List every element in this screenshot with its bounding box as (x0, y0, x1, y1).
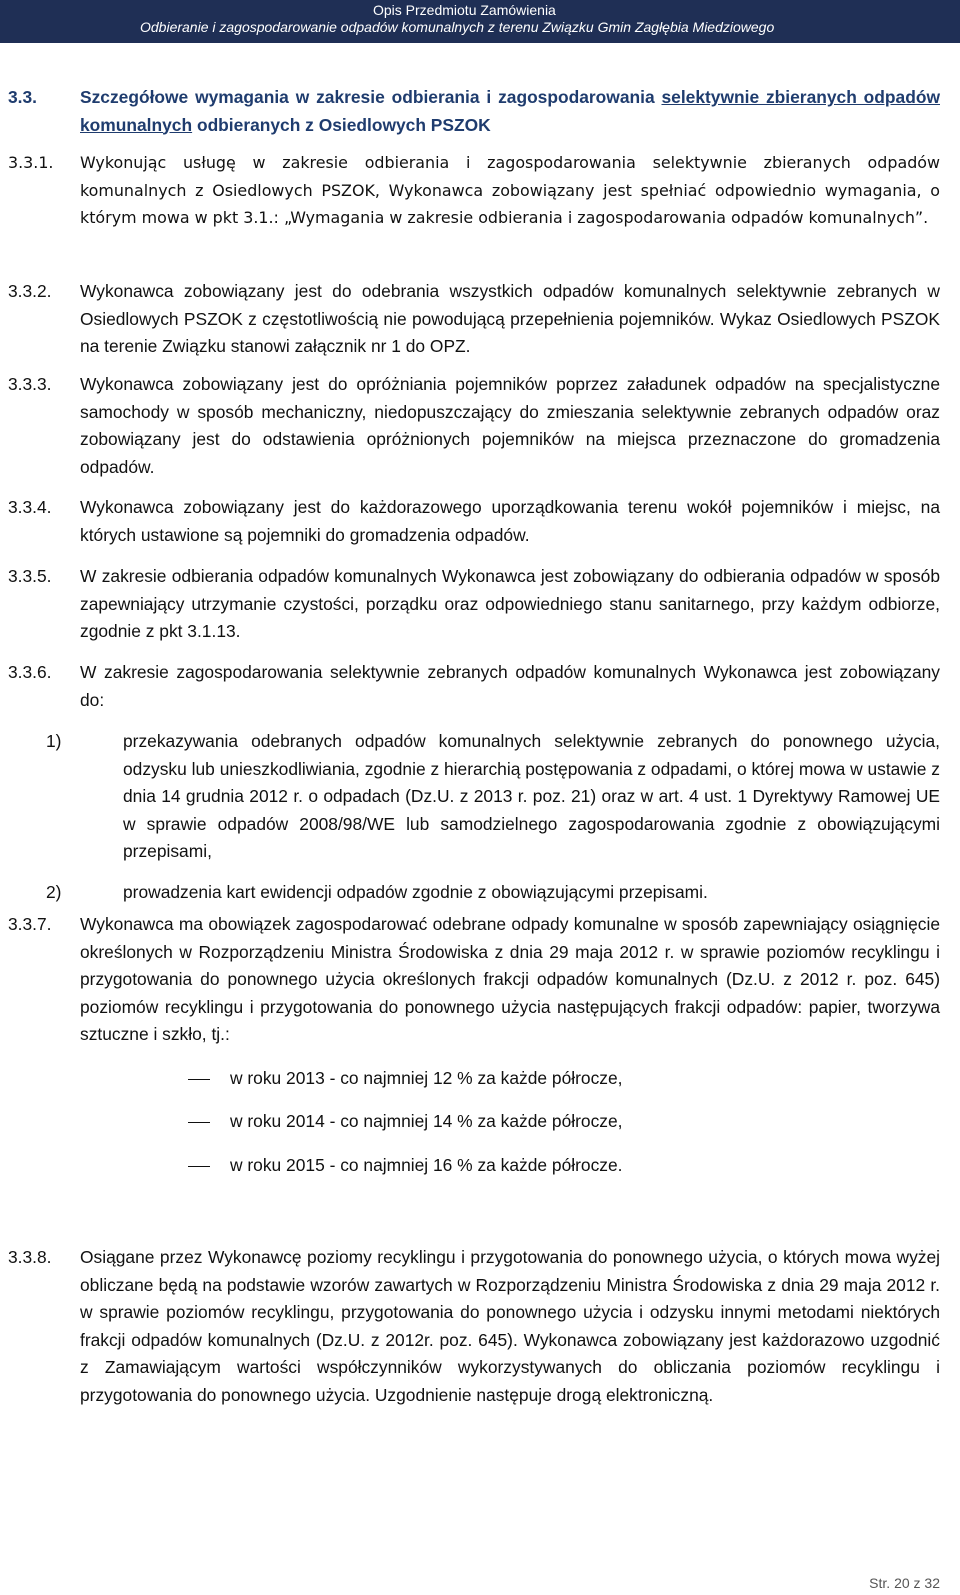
list-item (46, 879, 940, 907)
paragraph-3-3-8 (8, 1244, 940, 1409)
paragraph-3-3-5 (8, 563, 940, 646)
list-item-text: prowadzenia kart ewidencji odpadów zgodnie z obowiązującymi przepisami. (123, 881, 708, 902)
paragraph-3-3-4 (8, 494, 940, 549)
list-item (46, 728, 940, 866)
page-number: Str. 20 z 32 (869, 1575, 940, 1591)
paragraph-text: Wykonawca zobowiązany jest do każdorazowego uporządkowania terenu wokół pojemników i miejsc, na których ustawione są pojemniki do gromadzenia odpadów. (80, 497, 940, 545)
paragraph-text: W zakresie zagospodarowania selektywnie zebranych odpadów komunalnych Wykonawca jest zobowiązany do: (80, 662, 940, 710)
paragraph-text: Wykonawca zobowiązany jest do opróżniania pojemników poprzez załadunek odpadów na specjalistyczne samochody w sposób mechaniczny, niedopuszczający do zmieszania selektywnie zebranych odpadów oraz zobowiązany jest do odstawienia opróżnionych pojemników na miejsca przeznaczone do gromadzenia odpadów. (80, 374, 940, 477)
paragraph-text: Wykonując usługę w zakresie odbierania i zagospodarowania selektywnie zbieranych odpadów komunalnych z Osiedlowych PSZOK, Wykonawca zobowiązany jest spełniać odpowiednio wymagania, o którym mowa w pkt 3.1.: „Wymagania w zakresie odbierania i zagospodarowania odpadów komunalnych”. (80, 153, 940, 227)
list-item-text: przekazywania odebranych odpadów komunalnych selektywnie zebranych do ponownego użycia, odzysku lub unieszkodliwiania, zgodnie z hierarchią postępowania z odpadami, o której mowa w ustawie z dnia 14 grudnia 2012 r. o odpadach (Dz.U. z 2013 r. poz. 21) oraz w art. 4 ust. 1 Dyrektywy Ramowej UE w sprawie odpadów 2008/98/WE lub samodzielnego zagospodarowania zgodnie z obowiązującymi przepisami, (123, 731, 940, 861)
paragraph-text: W zakresie odbierania odpadów komunalnych Wykonawca jest zobowiązany do odbierania odpadów w sposób zapewniający utrzymanie czystości, porządku oraz odpowiedniego stanu sanitarnego, przy każdym odbiorze, zgodnie z pkt 3.1.13. (80, 566, 940, 641)
paragraph-3-3-1 (8, 149, 940, 232)
paragraph-number: 3.3.8. (8, 1247, 52, 1267)
paragraph-number: 3.3.2. (8, 281, 52, 301)
dash-list-item: w roku 2015 - co najmniej 16 % za każde półrocze. (188, 1152, 940, 1180)
list-item-number: 1) (46, 731, 62, 751)
section-heading (8, 84, 940, 139)
header-subtitle: Odbieranie i zagospodarowanie odpadów komunalnych z terenu Związku Gmin Zagłębia Miedziowego (140, 19, 775, 35)
paragraph-3-3-6 (8, 659, 940, 906)
paragraph-text: Osiągane przez Wykonawcę poziomy recyklingu i przygotowania do ponownego użycia, o których mowa wyżej obliczane będą na podstawie wzorów zawartych w Rozporządzeniu Ministra Środowiska z dnia 29 maja 2012 r. w sprawie poziomów recyklingu, przygotowania do ponownego użycia i odzysku innymi metodami niektórych frakcji odpadów komunalnych (Dz.U. z 2012r. poz. 645). Wykonawca zobowiązany jest każdorazowo uzgodnić z Zamawiającym wartości współczynników wykorzystywanych do obliczania poziomów recyklingu i przygotowania do ponownego użycia. Uzgodnienie następuje drogą elektroniczną. (80, 1247, 940, 1405)
paragraph-3-3-7 (8, 911, 940, 1179)
dash-list-item: w roku 2013 - co najmniej 12 % za każde półrocze, (188, 1065, 940, 1093)
paragraph-number: 3.3.4. (8, 497, 52, 517)
header-title: Opis Przedmiotu Zamówienia (373, 2, 556, 18)
paragraph-text: Wykonawca ma obowiązek zagospodarować odebrane odpady komunalne w sposób zapewniający osiągnięcie określonych w Rozporządzeniu Ministra Środowiska z dnia 29 maja 2012 r. w sprawie poziomów recyklingu i przygotowania do ponownego użycia określonych frakcji odpadów komunalnych (Dz.U. z 2012 r. poz. 645) poziomów recyklingu i przygotowania do ponownego użycia następujących frakcji odpadów: papier, tworzywa sztuczne i szkło, tj.: (80, 914, 940, 1044)
paragraph-number: 3.3.6. (8, 662, 52, 682)
section-title: Szczegółowe wymagania w zakresie odbierania i zagospodarowania selektywnie zbieranych odpadów komunalnych odbieranych z Osiedlowych PSZOK (80, 87, 940, 135)
paragraph-3-3-2 (8, 278, 940, 361)
paragraph-number: 3.3.1. (8, 153, 54, 172)
document-header (0, 0, 960, 43)
section-number: 3.3. (8, 87, 38, 107)
dash-list-item: w roku 2014 - co najmniej 14 % za każde półrocze, (188, 1108, 940, 1136)
list-item-number: 2) (46, 881, 62, 902)
paragraph-text: Wykonawca zobowiązany jest do odebrania wszystkich odpadów komunalnych selektywnie zebranych w Osiedlowych PSZOK z częstotliwością nie powodującą przepełnienia pojemników. Wykaz Osiedlowych PSZOK na terenie Związku stanowi załącznik nr 1 do OPZ. (80, 281, 940, 356)
paragraph-number: 3.3.5. (8, 566, 52, 586)
paragraph-number: 3.3.3. (8, 374, 52, 394)
paragraph-number: 3.3.7. (8, 914, 52, 934)
paragraph-3-3-3 (8, 371, 940, 481)
